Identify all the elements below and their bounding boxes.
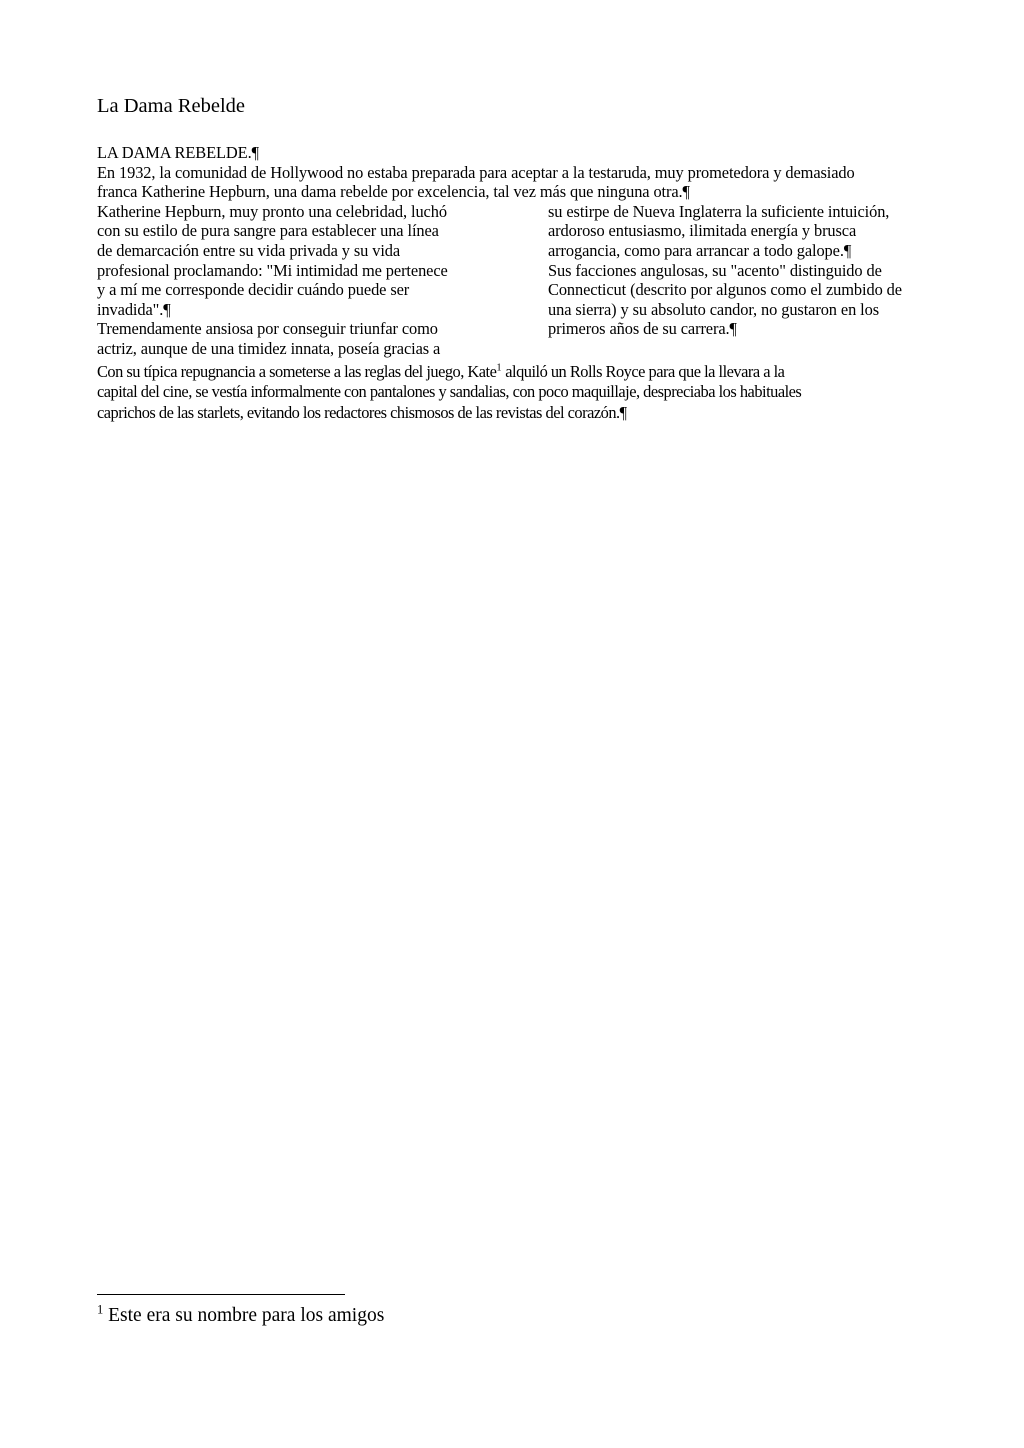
closing-line-text: alquiló un Rolls Royce para que la llevara a la [501,361,785,381]
right-column-line: una sierra) y su absoluto candor, no gustaron en los [548,299,879,319]
document-heading: LA DAMA REBELDE.¶ [97,143,259,162]
footnote-separator [97,1294,345,1295]
closing-line [97,362,927,383]
footnote-text: Este era su nombre para los amigos [103,1305,385,1326]
left-column-line: actriz, aunque de una timidez innata, poseía gracias a [97,338,441,358]
right-column-line: su estirpe de Nueva Inglaterra la suficiente intuición, [548,201,890,221]
closing-line: capital del cine, se vestía informalmente con pantalones y sandalias, con poco maquillaje, despreciaba los habituales [97,382,802,402]
right-column-line: Sus facciones angulosas, su "acento" distinguido de [548,260,882,280]
left-column-line: Katherine Hepburn, muy pronto una celebridad, luchó [97,201,447,221]
closing-line-text: Con su típica repugnancia a someterse a las reglas del juego, Kate [97,361,497,381]
footnote [97,1303,384,1329]
right-column-line: Connecticut (descrito por algunos como el zumbido de [548,280,902,300]
two-column-section [97,202,927,359]
right-column [548,202,927,359]
page-header-title: La Dama Rebelde [97,95,245,117]
left-column-line: de demarcación entre su vida privada y su vida [97,240,401,260]
intro-line: franca Katherine Hepburn, una dama rebelde por excelencia, tal vez más que ninguna otra.¶ [97,182,690,202]
left-column-line: invadida".¶ [97,299,171,319]
left-column-line: con su estilo de pura sangre para establecer una línea [97,221,439,241]
left-column-line: y a mí me corresponde decidir cuándo puede ser [97,280,410,300]
right-column-line: arrogancia, como para arrancar a todo galope.¶ [548,240,852,260]
right-column-line: primeros años de su carrera.¶ [548,319,737,339]
document-body [97,143,927,423]
closing-line: caprichos de las starlets, evitando los redactores chismosos de las revistas del corazón.¶ [97,402,627,422]
intro-paragraph [97,163,927,202]
left-column-line: Tremendamente ansiosa por conseguir triunfar como [97,319,438,339]
footnote-marker: 1 [97,1302,104,1317]
left-column-line: profesional proclamando: "Mi intimidad me pertenece [97,260,448,280]
closing-paragraph [97,362,927,424]
intro-line: En 1932, la comunidad de Hollywood no estaba preparada para aceptar a la testaruda, muy prometedora y demasiado [97,162,855,182]
footnote-reference: 1 [496,362,502,374]
left-column [97,202,548,359]
right-column-line: ardoroso entusiasmo, ilimitada energía y brusca [548,221,857,241]
